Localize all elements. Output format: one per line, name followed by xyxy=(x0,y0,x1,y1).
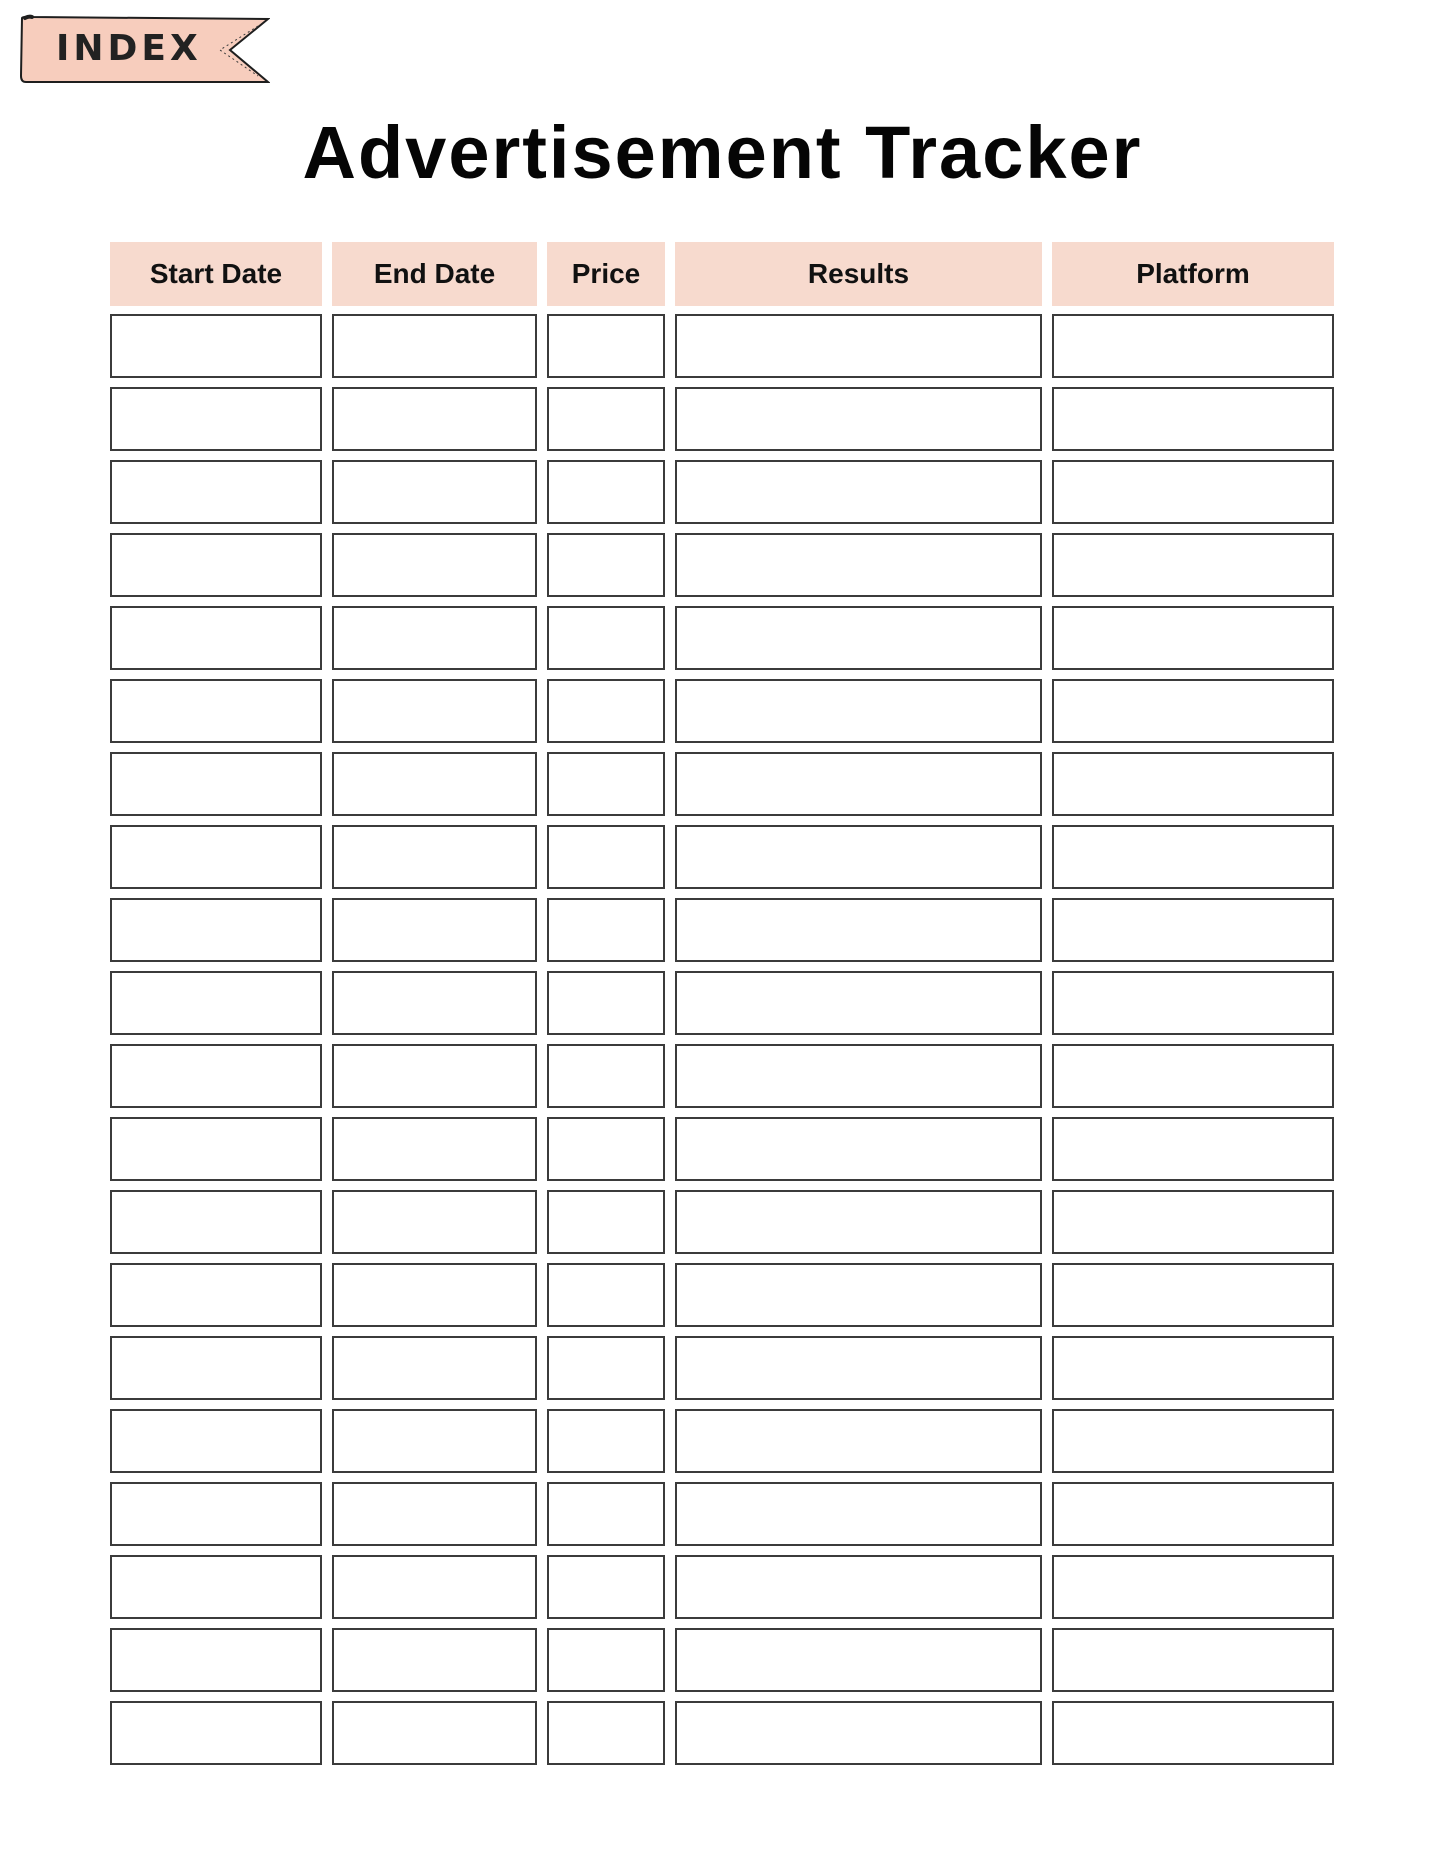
platform-cell[interactable] xyxy=(1052,1409,1334,1473)
start-date-cell[interactable] xyxy=(110,1336,322,1400)
table-row xyxy=(110,1409,1334,1473)
platform-cell[interactable] xyxy=(1052,1190,1334,1254)
table-row xyxy=(110,898,1334,962)
platform-cell[interactable] xyxy=(1052,1555,1334,1619)
index-tab-label: INDEX xyxy=(56,28,202,69)
table-row xyxy=(110,752,1334,816)
start-date-cell[interactable] xyxy=(110,1628,322,1692)
price-cell[interactable] xyxy=(547,1263,665,1327)
results-cell[interactable] xyxy=(675,1555,1042,1619)
platform-cell[interactable] xyxy=(1052,679,1334,743)
column-header-start-date: Start Date xyxy=(110,242,322,306)
results-cell[interactable] xyxy=(675,1409,1042,1473)
table-body xyxy=(110,314,1334,1765)
results-cell[interactable] xyxy=(675,460,1042,524)
end-date-cell[interactable] xyxy=(332,898,537,962)
start-date-cell[interactable] xyxy=(110,752,322,816)
column-header-price: Price xyxy=(547,242,665,306)
end-date-cell[interactable] xyxy=(332,1555,537,1619)
table-row xyxy=(110,533,1334,597)
end-date-cell[interactable] xyxy=(332,752,537,816)
results-cell[interactable] xyxy=(675,1336,1042,1400)
table-row xyxy=(110,679,1334,743)
start-date-cell[interactable] xyxy=(110,1409,322,1473)
column-header-platform: Platform xyxy=(1052,242,1334,306)
table-row xyxy=(110,825,1334,889)
start-date-cell[interactable] xyxy=(110,606,322,670)
end-date-cell[interactable] xyxy=(332,1044,537,1108)
table-row xyxy=(110,1117,1334,1181)
table-row xyxy=(110,1263,1334,1327)
results-cell[interactable] xyxy=(675,1190,1042,1254)
price-cell[interactable] xyxy=(547,825,665,889)
platform-cell[interactable] xyxy=(1052,533,1334,597)
platform-cell[interactable] xyxy=(1052,1336,1334,1400)
price-cell[interactable] xyxy=(547,606,665,670)
index-tab-button[interactable] xyxy=(18,14,270,86)
end-date-cell[interactable] xyxy=(332,1263,537,1327)
price-cell[interactable] xyxy=(547,1628,665,1692)
end-date-cell[interactable] xyxy=(332,1701,537,1765)
price-cell[interactable] xyxy=(547,752,665,816)
start-date-cell[interactable] xyxy=(110,533,322,597)
platform-cell[interactable] xyxy=(1052,971,1334,1035)
results-cell[interactable] xyxy=(675,825,1042,889)
start-date-cell[interactable] xyxy=(110,1117,322,1181)
end-date-cell[interactable] xyxy=(332,825,537,889)
platform-cell[interactable] xyxy=(1052,314,1334,378)
start-date-cell[interactable] xyxy=(110,898,322,962)
table-row xyxy=(110,1336,1334,1400)
results-cell[interactable] xyxy=(675,387,1042,451)
column-header-results: Results xyxy=(675,242,1042,306)
price-cell[interactable] xyxy=(547,1409,665,1473)
end-date-cell[interactable] xyxy=(332,1482,537,1546)
platform-cell[interactable] xyxy=(1052,606,1334,670)
end-date-cell[interactable] xyxy=(332,1409,537,1473)
table-row xyxy=(110,1044,1334,1108)
price-cell[interactable] xyxy=(547,460,665,524)
results-cell[interactable] xyxy=(675,1263,1042,1327)
start-date-cell[interactable] xyxy=(110,971,322,1035)
price-cell[interactable] xyxy=(547,1044,665,1108)
end-date-cell[interactable] xyxy=(332,1628,537,1692)
end-date-cell[interactable] xyxy=(332,971,537,1035)
table-row xyxy=(110,1555,1334,1619)
platform-cell[interactable] xyxy=(1052,1044,1334,1108)
start-date-cell[interactable] xyxy=(110,1482,322,1546)
end-date-cell[interactable] xyxy=(332,606,537,670)
platform-cell[interactable] xyxy=(1052,1263,1334,1327)
start-date-cell[interactable] xyxy=(110,1263,322,1327)
table-row xyxy=(110,1628,1334,1692)
table-row xyxy=(110,314,1334,378)
price-cell[interactable] xyxy=(547,1190,665,1254)
platform-cell[interactable] xyxy=(1052,387,1334,451)
end-date-cell[interactable] xyxy=(332,1190,537,1254)
table-row xyxy=(110,1190,1334,1254)
platform-cell[interactable] xyxy=(1052,1628,1334,1692)
price-cell[interactable] xyxy=(547,1336,665,1400)
platform-cell[interactable] xyxy=(1052,1117,1334,1181)
end-date-cell[interactable] xyxy=(332,1117,537,1181)
results-cell[interactable] xyxy=(675,679,1042,743)
table-row xyxy=(110,1701,1334,1765)
start-date-cell[interactable] xyxy=(110,1701,322,1765)
results-cell[interactable] xyxy=(675,752,1042,816)
platform-cell[interactable] xyxy=(1052,1701,1334,1765)
column-header-end-date: End Date xyxy=(332,242,537,306)
price-cell[interactable] xyxy=(547,679,665,743)
end-date-cell[interactable] xyxy=(332,679,537,743)
results-cell[interactable] xyxy=(675,971,1042,1035)
end-date-cell[interactable] xyxy=(332,1336,537,1400)
results-cell[interactable] xyxy=(675,606,1042,670)
price-cell[interactable] xyxy=(547,1555,665,1619)
price-cell[interactable] xyxy=(547,898,665,962)
end-date-cell[interactable] xyxy=(332,387,537,451)
table-row xyxy=(110,971,1334,1035)
platform-cell[interactable] xyxy=(1052,752,1334,816)
start-date-cell[interactable] xyxy=(110,825,322,889)
price-cell[interactable] xyxy=(547,1701,665,1765)
start-date-cell[interactable] xyxy=(110,314,322,378)
page-title: Advertisement Tracker xyxy=(302,111,1143,194)
start-date-cell[interactable] xyxy=(110,1555,322,1619)
results-cell[interactable] xyxy=(675,533,1042,597)
end-date-cell[interactable] xyxy=(332,533,537,597)
platform-cell[interactable] xyxy=(1052,1482,1334,1546)
price-cell[interactable] xyxy=(547,533,665,597)
results-cell[interactable] xyxy=(675,1044,1042,1108)
table-header xyxy=(110,242,1334,306)
start-date-cell[interactable] xyxy=(110,1190,322,1254)
start-date-cell[interactable] xyxy=(110,679,322,743)
table-row xyxy=(110,387,1334,451)
platform-cell[interactable] xyxy=(1052,825,1334,889)
price-cell[interactable] xyxy=(547,1482,665,1546)
results-cell[interactable] xyxy=(675,1628,1042,1692)
results-cell[interactable] xyxy=(675,1117,1042,1181)
results-cell[interactable] xyxy=(675,898,1042,962)
price-cell[interactable] xyxy=(547,1117,665,1181)
platform-cell[interactable] xyxy=(1052,460,1334,524)
table-row xyxy=(110,460,1334,524)
platform-cell[interactable] xyxy=(1052,898,1334,962)
tracker-table xyxy=(110,242,1334,1774)
end-date-cell[interactable] xyxy=(332,460,537,524)
start-date-cell[interactable] xyxy=(110,387,322,451)
start-date-cell[interactable] xyxy=(110,460,322,524)
results-cell[interactable] xyxy=(675,314,1042,378)
price-cell[interactable] xyxy=(547,314,665,378)
price-cell[interactable] xyxy=(547,971,665,1035)
results-cell[interactable] xyxy=(675,1701,1042,1765)
table-row xyxy=(110,606,1334,670)
start-date-cell[interactable] xyxy=(110,1044,322,1108)
end-date-cell[interactable] xyxy=(332,314,537,378)
table-row xyxy=(110,1482,1334,1546)
results-cell[interactable] xyxy=(675,1482,1042,1546)
price-cell[interactable] xyxy=(547,387,665,451)
